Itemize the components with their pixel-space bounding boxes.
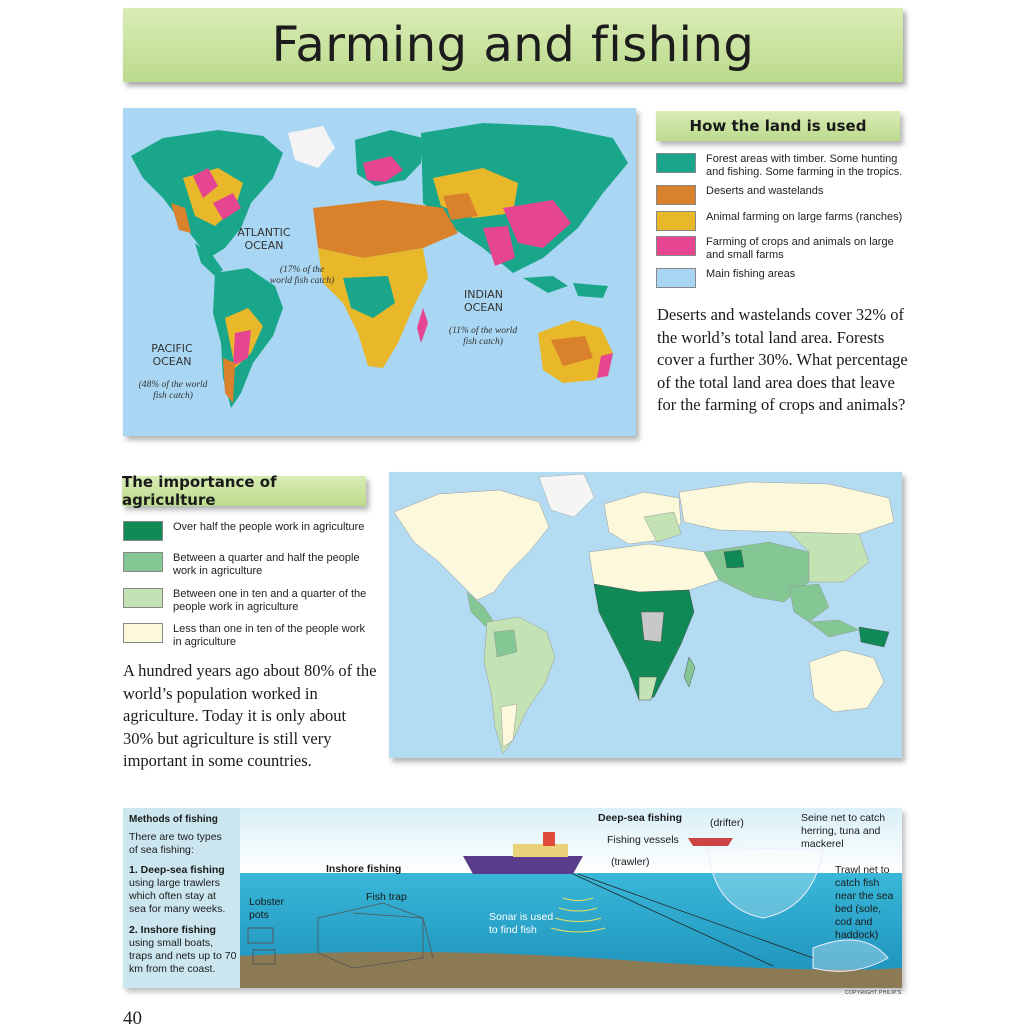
atlantic-ocean-note: (17% of the world fish catch) <box>269 265 335 286</box>
land-legend-crops <box>656 236 906 262</box>
deep-sea-label: Deep-sea fishing <box>598 812 683 824</box>
trawler-label: (trawler) <box>611 856 650 868</box>
fishing-intro: There are two types of sea fishing: <box>129 831 222 856</box>
land-legend-label: Animal farming on large farms (ranches) <box>706 211 903 223</box>
fishing-point2-text: using small boats, traps and nets up to 70 km from the coast. <box>129 937 237 975</box>
fishing-methods-panel <box>123 808 240 988</box>
land-legend-swatch <box>656 153 696 173</box>
land-use-question: Deserts and wastelands cover 32% of the world’s total land area. Forests cover a further 30%. What percentage of the total land area does that leave for the farming of crops and animals? <box>657 305 908 414</box>
agri-legend-swatch <box>123 623 163 643</box>
land-legend-ranches <box>656 211 906 231</box>
trawl-net-label: Trawl net to catch fish near the sea bed (sole, cod and haddock) <box>835 864 894 941</box>
land-legend-swatch <box>656 185 696 205</box>
pacific-ocean-label: PACIFIC OCEAN <box>151 342 193 368</box>
agriculture-heading: The importance of agriculture <box>122 476 366 506</box>
agri-legend-over-half <box>123 521 373 541</box>
page-number: 40 <box>123 1008 142 1029</box>
land-legend-swatch <box>656 268 696 288</box>
agri-legend-swatch <box>123 521 163 541</box>
drifter-label: (drifter) <box>710 817 744 829</box>
land-legend-label: Main fishing areas <box>706 268 796 280</box>
indian-ocean-note: (11% of the world fish catch) <box>448 326 518 347</box>
fishing-methods-illustration <box>123 808 902 988</box>
agri-legend-quarter-half <box>123 552 373 578</box>
land-legend-forest <box>656 153 906 179</box>
fishing-point2-title: 2. Inshore fishing <box>129 924 216 936</box>
inshore-label: Inshore fishing <box>326 863 402 875</box>
land-legend-swatch <box>656 236 696 256</box>
indian-ocean-label: INDIAN OCEAN <box>463 288 504 314</box>
land-use-map <box>123 108 636 436</box>
land-legend-label: Deserts and wastelands <box>706 185 824 197</box>
agri-legend-under-tenth <box>123 623 373 649</box>
copyright-note: COPYRIGHT PHILIP'S <box>845 990 902 996</box>
land-legend-swatch <box>656 211 696 231</box>
sonar-label: Sonar is used to find fish <box>489 911 554 936</box>
land-use-heading: How the land is used <box>656 111 900 141</box>
agriculture-paragraph: A hundred years ago about 80% of the world’s population worked in agriculture. Today it is only about 30% but agriculture is still very important in some countries. <box>123 661 377 770</box>
agri-legend-tenth-quarter <box>123 588 373 614</box>
agri-legend-swatch <box>123 552 163 572</box>
lobster-pots-label: Lobster pots <box>249 896 285 921</box>
agri-legend-swatch <box>123 588 163 608</box>
pacific-ocean-note: (48% of the world fish catch) <box>138 380 208 401</box>
page-title: Farming and fishing <box>271 17 755 73</box>
agri-legend-label: Between one in ten and a quarter of the people work in agriculture <box>173 588 367 613</box>
agri-legend-label: Over half the people work in agriculture <box>173 521 365 533</box>
fish-trap-label: Fish trap <box>366 891 407 903</box>
land-legend-label: Forest areas with timber. Some hunting and fishing. Some farming in the tropics. <box>706 153 903 178</box>
land-legend-desert <box>656 185 906 205</box>
agri-legend-label: Less than one in ten of the people work in agriculture <box>173 623 366 648</box>
agri-legend-label: Between a quarter and half the people work in agriculture <box>173 552 360 577</box>
land-legend-fishing <box>656 268 906 288</box>
fishing-methods-title: Methods of fishing <box>129 814 218 825</box>
fishing-point1-title: 1. Deep-sea fishing <box>129 864 225 876</box>
atlantic-ocean-label: ATLANTIC OCEAN <box>237 226 291 252</box>
agriculture-map-graphic <box>389 472 902 758</box>
fishing-point1-text: using large trawlers which often stay at sea for many weeks. <box>129 877 226 915</box>
seine-net-label: Seine net to catch herring, tuna and mackerel <box>801 812 886 850</box>
page-title-banner <box>123 8 903 82</box>
agriculture-map <box>389 472 902 758</box>
fishing-vessels-label: Fishing vessels <box>607 834 679 846</box>
land-legend-label: Farming of crops and animals on large and small farms <box>706 236 894 261</box>
